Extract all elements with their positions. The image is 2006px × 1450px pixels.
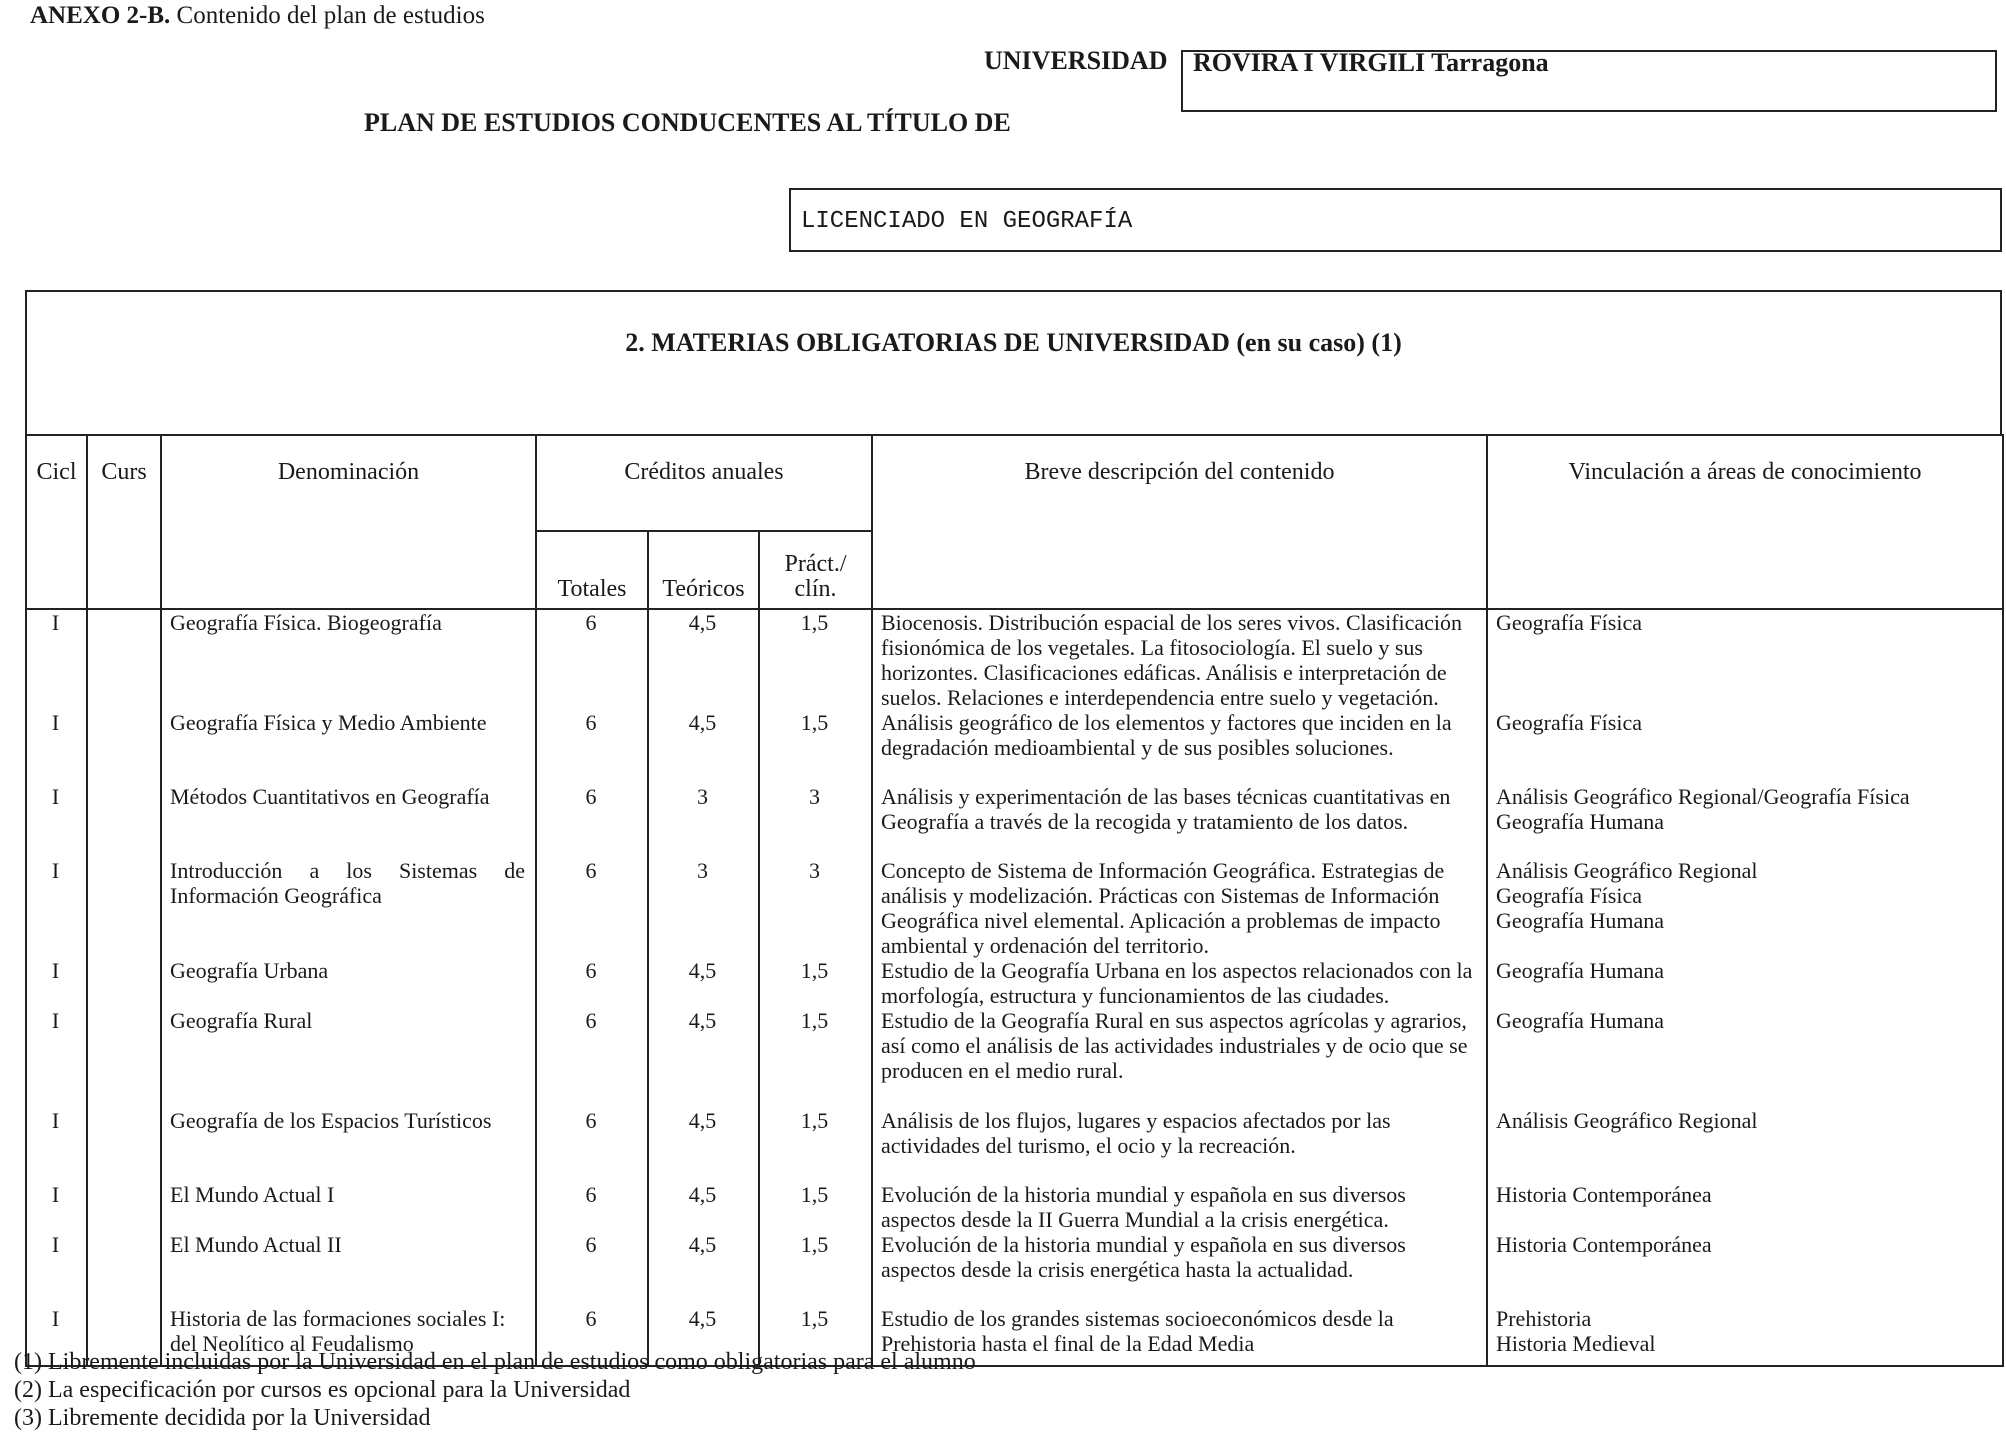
- cell-denominacion: Introducción a los Sistemas de Información Geográfica: [161, 858, 536, 958]
- cell-vinculacion: [1487, 710, 2003, 784]
- cell-denominacion: Geografía Urbana: [161, 958, 536, 1008]
- cell-descripcion: Biocenosis. Distribución espacial de los seres vivos. Clasificación fisionómica de los vegetales. La fitosociología. El suelo y sus horizontes. Clasificaciones edáficas. Análisis e interpretación de suelos. Relaciones e interdependencia entre suelo y vegetación.: [872, 609, 1487, 710]
- footnote-1: (1) Libremente incluidas por la Universidad en el plan de estudios como obligatorias para el alumno: [14, 1349, 976, 1375]
- cell-cicl: I: [26, 1182, 87, 1232]
- header-vinculacion: Vinculación a áreas de conocimiento: [1487, 435, 2003, 609]
- cell-cicl: I: [26, 710, 87, 784]
- cell-vinculacion: [1487, 1182, 2003, 1232]
- cell-curs: [87, 958, 161, 1008]
- table-row: [26, 1232, 2003, 1306]
- header-totales: Totales: [536, 531, 648, 609]
- area-item: Análisis Geográfico Regional: [1496, 858, 1758, 883]
- area-item: Geografía Física: [1496, 610, 1642, 635]
- table-row: [26, 609, 2003, 710]
- area-item: Geografía Humana: [1496, 958, 1664, 983]
- cell-teoricos: 4,5: [648, 710, 759, 784]
- cell-practicos: 1,5: [759, 958, 872, 1008]
- cell-practicos: 3: [759, 784, 872, 858]
- cell-teoricos: 4,5: [648, 1008, 759, 1108]
- cell-vinculacion: [1487, 1008, 2003, 1108]
- cell-vinculacion: [1487, 858, 2003, 958]
- cell-cicl: I: [26, 609, 87, 710]
- cell-totales: 6: [536, 784, 648, 858]
- cell-practicos: 1,5: [759, 1232, 872, 1306]
- cell-descripcion: Análisis de los flujos, lugares y espacios afectados por las actividades del turismo, el ocio y la recreación.: [872, 1108, 1487, 1182]
- cell-descripcion: Estudio de los grandes sistemas socioeconómicos desde la Prehistoria hasta el final de la Edad Media: [872, 1306, 1487, 1366]
- annex-heading: [30, 2, 485, 30]
- header-curs: Curs: [87, 435, 161, 609]
- university-value: ROVIRA I VIRGILI Tarragona: [1193, 48, 1549, 77]
- cell-totales: 6: [536, 958, 648, 1008]
- cell-teoricos: 4,5: [648, 1232, 759, 1306]
- cell-denominacion: Geografía de los Espacios Turísticos: [161, 1108, 536, 1182]
- cell-descripcion: Estudio de la Geografía Urbana en los aspectos relacionados con la morfología, estructura y funcionamientos de las ciudades.: [872, 958, 1487, 1008]
- table-row: [26, 1108, 2003, 1182]
- header-creditos: Créditos anuales: [536, 435, 872, 531]
- cell-teoricos: 4,5: [648, 609, 759, 710]
- cell-cicl: I: [26, 1008, 87, 1108]
- section-title: 2. MATERIAS OBLIGATORIAS DE UNIVERSIDAD (en su caso) (1): [625, 328, 1402, 357]
- cell-practicos: 1,5: [759, 710, 872, 784]
- header-teoricos: Teóricos: [648, 531, 759, 609]
- table-row: [26, 958, 2003, 1008]
- footnote-2: (2) La especificación por cursos es opcional para la Universidad: [14, 1377, 631, 1403]
- cell-teoricos: 3: [648, 784, 759, 858]
- cell-cicl: I: [26, 1306, 87, 1366]
- cell-denominacion: Métodos Cuantitativos en Geografía: [161, 784, 536, 858]
- cell-teoricos: 4,5: [648, 1182, 759, 1232]
- university-box: [1181, 50, 1997, 112]
- cell-curs: [87, 1232, 161, 1306]
- annex-text: Contenido del plan de estudios: [176, 2, 485, 29]
- table-row: [26, 784, 2003, 858]
- cell-curs: [87, 710, 161, 784]
- courses-table: [25, 434, 2004, 1367]
- area-item: Geografía Física: [1496, 883, 1642, 908]
- cell-descripcion: Análisis geográfico de los elementos y factores que inciden en la degradación medioambiental y de sus posibles soluciones.: [872, 710, 1487, 784]
- cell-teoricos: 4,5: [648, 1306, 759, 1366]
- plan-title: PLAN DE ESTUDIOS CONDUCENTES AL TÍTULO DE: [364, 108, 1011, 137]
- area-item: Geografía Humana: [1496, 1008, 1664, 1033]
- cell-practicos: 3: [759, 858, 872, 958]
- cell-vinculacion: [1487, 784, 2003, 858]
- cell-practicos: 1,5: [759, 1008, 872, 1108]
- cell-curs: [87, 1182, 161, 1232]
- cell-totales: 6: [536, 1306, 648, 1366]
- degree-title: LICENCIADO EN GEOGRAFÍA: [801, 208, 1133, 235]
- cell-totales: 6: [536, 1108, 648, 1182]
- cell-curs: [87, 858, 161, 958]
- cell-totales: 6: [536, 858, 648, 958]
- area-item: Geografía Humana: [1496, 908, 1664, 933]
- cell-cicl: I: [26, 858, 87, 958]
- area-item: Análisis Geográfico Regional: [1496, 1108, 1758, 1133]
- cell-practicos: 1,5: [759, 1306, 872, 1366]
- cell-vinculacion: [1487, 1306, 2003, 1366]
- cell-teoricos: 3: [648, 858, 759, 958]
- cell-teoricos: 4,5: [648, 958, 759, 1008]
- cell-denominacion: Geografía Rural: [161, 1008, 536, 1108]
- cell-practicos: 1,5: [759, 1108, 872, 1182]
- area-item: Historia Medieval: [1496, 1331, 1656, 1356]
- cell-totales: 6: [536, 609, 648, 710]
- area-item: Historia Contemporánea: [1496, 1182, 1712, 1207]
- header-cicl: Cicl: [26, 435, 87, 609]
- footnotes: [14, 1348, 976, 1432]
- cell-practicos: 1,5: [759, 609, 872, 710]
- cell-cicl: I: [26, 1108, 87, 1182]
- cell-totales: 6: [536, 710, 648, 784]
- degree-box: [789, 188, 2002, 252]
- header-practicos: Práct./ clín.: [759, 531, 872, 609]
- course-rows: [26, 609, 2003, 1366]
- cell-cicl: I: [26, 958, 87, 1008]
- table-row: [26, 1008, 2003, 1108]
- cell-vinculacion: [1487, 609, 2003, 710]
- annex-label: ANEXO 2-B.: [30, 2, 171, 29]
- cell-vinculacion: [1487, 958, 2003, 1008]
- cell-denominacion: Geografía Física. Biogeografía: [161, 609, 536, 710]
- area-item: Prehistoria: [1496, 1306, 1592, 1331]
- header-denominacion: Denominación: [161, 435, 536, 609]
- cell-curs: [87, 609, 161, 710]
- cell-descripcion: Evolución de la historia mundial y española en sus diversos aspectos desde la II Guerra Mundial a la crisis energética.: [872, 1182, 1487, 1232]
- cell-curs: [87, 784, 161, 858]
- cell-totales: 6: [536, 1008, 648, 1108]
- university-label: UNIVERSIDAD: [984, 46, 1168, 75]
- cell-denominacion: El Mundo Actual II: [161, 1232, 536, 1306]
- cell-descripcion: Evolución de la historia mundial y española en sus diversos aspectos desde la crisis energética hasta la actualidad.: [872, 1232, 1487, 1306]
- area-item: Geografía Física: [1496, 710, 1642, 735]
- cell-practicos: 1,5: [759, 1182, 872, 1232]
- header-descripcion: Breve descripción del contenido: [872, 435, 1487, 609]
- table-row: [26, 858, 2003, 958]
- table-row: [26, 710, 2003, 784]
- area-item: Geografía Humana: [1496, 809, 1664, 834]
- cell-totales: 6: [536, 1232, 648, 1306]
- cell-curs: [87, 1108, 161, 1182]
- cell-denominacion: El Mundo Actual I: [161, 1182, 536, 1232]
- cell-denominacion: Geografía Física y Medio Ambiente: [161, 710, 536, 784]
- cell-descripcion: Análisis y experimentación de las bases técnicas cuantitativas en Geografía a través de la recogida y tratamiento de los datos.: [872, 784, 1487, 858]
- cell-cicl: I: [26, 1232, 87, 1306]
- cell-vinculacion: [1487, 1108, 2003, 1182]
- cell-teoricos: 4,5: [648, 1108, 759, 1182]
- table-row: [26, 1182, 2003, 1232]
- cell-curs: [87, 1008, 161, 1108]
- cell-totales: 6: [536, 1182, 648, 1232]
- area-item: Análisis Geográfico Regional/Geografía Física: [1496, 784, 1910, 809]
- cell-vinculacion: [1487, 1232, 2003, 1306]
- cell-cicl: I: [26, 784, 87, 858]
- area-item: Historia Contemporánea: [1496, 1232, 1712, 1257]
- cell-denominacion: Historia de las formaciones sociales I: del Neolítico al Feudalismo: [161, 1306, 536, 1366]
- cell-descripcion: Estudio de la Geografía Rural en sus aspectos agrícolas y agrarios, así como el análisis de las actividades industriales y de ocio que se producen en el medio rural.: [872, 1008, 1487, 1108]
- footnote-3: (3) Libremente decidida por la Universidad: [14, 1405, 431, 1431]
- section-header-box: [25, 290, 2002, 434]
- cell-descripcion: Concepto de Sistema de Información Geográfica. Estrategias de análisis y modelización. Prácticas con Sistemas de Información Geográfica nivel elemental. Aplicación a problemas de impacto ambiental y ordenación del territorio.: [872, 858, 1487, 958]
